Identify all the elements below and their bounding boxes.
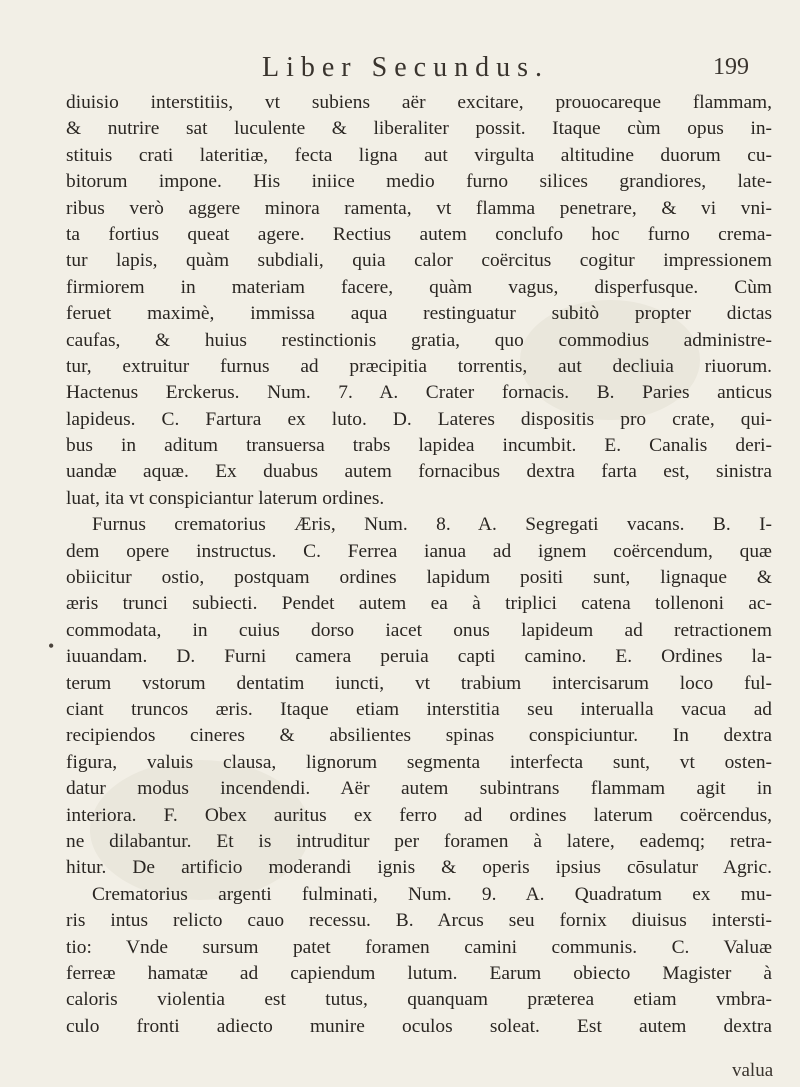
text-line: Crematorius argenti fulminati, Num. 9. A. Quadratum ex mu- (92, 883, 772, 905)
text-line: tur, extruitur furnus ad præcipitia torrentis, aut decliuia riuorum. (66, 355, 772, 377)
text-line: culo fronti adiecto munire oculos soleat. Est autem dextra (66, 1015, 772, 1037)
page-number: 199 (713, 54, 749, 80)
text-line: caufas, & huius restinctionis gratia, quo commodius administre- (66, 329, 772, 351)
text-line: obiicitur ostio, postquam ordines lapidum positi sunt, lignaque & (66, 567, 772, 589)
text-line: ferreæ hamatæ ad capiendum lutum. Earum obiecto Magister à (66, 962, 772, 984)
text-line: ribus verò aggere minora ramenta, vt flamma penetrare, & vi vni- (66, 197, 772, 219)
text-line: feruet maximè, immissa aqua restinguatur subitò propter dictas (66, 303, 772, 325)
text-line: datur modus incendendi. Aër autem subintrans flammam agit in (66, 778, 772, 800)
text-line: firmiorem in materiam facere, quàm vagus, disperfusque. Cùm (66, 276, 772, 298)
text-line: recipiendos cineres & absilientes spinas conspiciuntur. In dextra (66, 725, 772, 747)
text-line: bus in aditum transuersa trabs lapidea incumbit. E. Canalis deri- (66, 435, 772, 457)
text-line: ta fortius queat agere. Rectius autem conclufo hoc furno crema- (66, 223, 772, 245)
text-line: hitur. De artificio moderandi ignis & operis ipsius cōsulatur Agric. (66, 857, 772, 879)
margin-bullet: • (48, 636, 55, 656)
text-line: & nutrire sat luculente & liberaliter possit. Itaque cùm opus in- (66, 118, 772, 140)
text-line: æris trunci subiecti. Pendet autem ea à triplici catena tollenoni ac- (66, 593, 772, 615)
text-line: diuisio interstitiis, vt subiens aër excitare, prouocareque flammam, (66, 92, 772, 113)
text-line: ne dilabantur. Et is intruditur per foramen à latere, eademq; retra- (66, 830, 772, 852)
text-line: tur lapis, quàm subdiali, quia calor coërcitus cogitur impressionem (66, 250, 772, 272)
body-text (66, 90, 772, 1040)
text-line: luat, ita vt conspiciantur laterum ordines. (66, 487, 385, 509)
text-line: terum vstorum dentatim iuncti, vt trabium intercisarum loco ful- (66, 672, 772, 694)
text-line: dem opere instructus. C. Ferrea ianua ad ignem coërcendum, quæ (66, 540, 772, 562)
text-line: iuuandam. D. Furni camera peruia capti camino. E. Ordines la- (66, 646, 772, 668)
text-line: Furnus crematorius Æris, Num. 8. A. Segregati vacans. B. I- (92, 514, 772, 536)
running-head: Liber Secundus. (262, 52, 549, 83)
text-line: ris intus relicto cauo recessu. B. Arcus seu fornix diuisus intersti- (66, 910, 772, 932)
text-line: stituis crati lateritiæ, fecta ligna aut virgulta altitudine duorum cu- (66, 144, 772, 166)
catchword: valua (732, 1060, 774, 1081)
text-line: Hactenus Erckerus. Num. 7. A. Crater fornacis. B. Paries anticus (66, 382, 772, 404)
text-line: uandæ aquæ. Ex duabus autem fornacibus dextra farta est, sinistra (66, 461, 772, 483)
page-footer (0, 1060, 800, 1086)
text-line: caloris violentia est tutus, quanquam præterea etiam vmbra- (66, 989, 772, 1011)
text-line: figura, valuis clausa, lignorum segmenta interfecta sunt, vt osten- (66, 751, 772, 773)
text-line: interiora. F. Obex auritus ex ferro ad ordines laterum coërcendus, (66, 804, 772, 826)
page-header (0, 52, 800, 92)
text-line: lapideus. C. Fartura ex luto. D. Lateres dispositis pro crate, qui- (66, 408, 772, 430)
text-line: commodata, in cuius dorso iacet onus lapideum ad retractionem (66, 619, 772, 641)
text-line: bitorum impone. His iniice medio furno silices grandiores, late- (66, 171, 772, 193)
text-line: tio: Vnde sursum patet foramen camini communis. C. Valuæ (66, 936, 772, 958)
text-line: ciant truncos æris. Itaque etiam interstitia seu interualla vacua ad (66, 698, 772, 720)
